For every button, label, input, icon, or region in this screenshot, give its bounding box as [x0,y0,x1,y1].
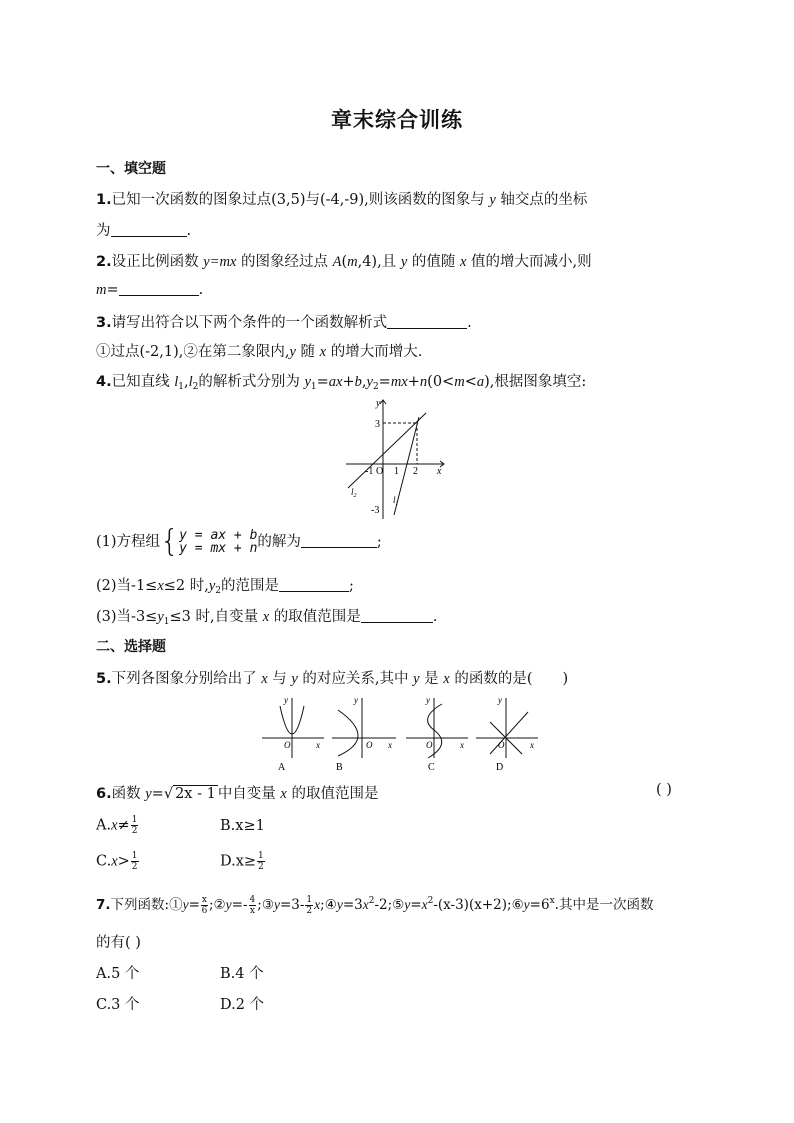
svg-text:O: O [366,740,373,750]
q6-answer-paren[interactable]: ( ) [656,782,672,798]
q7-option-b[interactable]: B.4 个 [220,966,264,982]
q4-line1: 4.已知直线 $l_1,l_2$的解析式分别为 $y_1=ax+b,y_2=mx+n(0<m<a)$,根据图象填空: [96,374,587,392]
q6-radicand: 2x - 1 [175,786,216,802]
q1-answer-blank[interactable] [111,222,187,237]
graph-label-b: B [336,762,343,773]
svg-text:O: O [284,740,291,750]
graph-d-line2 [490,712,528,754]
tick-1: 1 [394,466,399,477]
tick-neg1: -1 [365,466,374,477]
q5-number: 5. [96,671,112,687]
graph-y-label: y [376,398,381,409]
tick-2: 2 [413,466,418,477]
q1-line2: 为 . [96,223,192,239]
q4-part3: (3)当$-3\le y_1\le 3$ 时,自变量 x 的取值范围是 . [96,609,438,627]
q2-line2: m= . [96,282,204,298]
svg-text:y: y [498,695,502,705]
q7-line2: 的有( ) [96,935,141,951]
svg-text:x: x [388,740,392,750]
q3-line1: 3.请写出符合以下两个条件的一个函数解析式 . [96,315,472,331]
q4-part1: (1)方程组{ y = ax + b y = mx + n 的解为 ; [96,524,382,559]
q4-line-graph [340,395,450,520]
section-fill-in: 一、填空题 [96,161,166,177]
q3-line2: ①过点(-2,1),②在第二象限内,y 随 x 的增大而增大. [96,344,423,360]
label-l1: $l_1$ [393,495,399,507]
svg-text:O: O [498,740,505,750]
q7-number: 7. [96,897,111,913]
svg-text:y: y [284,695,288,705]
graph-label-c: C [428,762,435,773]
tick-3: 3 [375,419,380,430]
svg-text:x: x [460,740,464,750]
page-title: 章末综合训练 [331,108,463,132]
tick-neg3: -3 [371,505,380,516]
svg-text:x: x [530,740,534,750]
q4-part3-blank[interactable] [361,608,433,623]
q4-part2-blank[interactable] [279,577,349,592]
q5-line1: 5.下列各图象分别给出了 x 与 y 的对应关系,其中 y 是 x 的函数的是( ) [96,671,569,687]
svg-text:O: O [426,740,433,750]
q6-option-b[interactable]: B.x≥1 [220,818,265,834]
q4-number: 4. [96,374,112,390]
origin-label: O [376,466,384,477]
q3-answer-blank[interactable] [387,314,467,329]
q4-part2: (2)当-1≤x≤2 时$,y_2$的范围是 ; [96,578,354,596]
equation-system: y = ax + b y = mx + n [179,528,258,556]
svg-text:y: y [354,695,358,705]
q7-line1: 7.下列函数:①y= $\frac{x}{6}$ ;②y=- $\frac{4}{x}$ ;③y=3- $\frac{1}{2}$ $x;④y=3x^2-2;⑤y=x^2-(x-3)(x+2);⑥y=6^x$.其中是一次函数 [96,895,654,916]
svg-text:x: x [316,740,320,750]
graph-x-label: x [437,466,442,477]
q6-number: 6. [96,786,112,802]
system-brace: { [160,524,180,559]
q5-option-graphs [258,692,543,774]
q1-line1: 1.已知一次函数的图象过点(3,5)与(-4,-9),则该函数的图象与 y 轴交点的坐标 [96,192,588,208]
q7-option-d[interactable]: D.2 个 [220,997,265,1013]
q2-number: 2. [96,254,112,270]
q7-option-a[interactable]: A.5 个 [96,966,140,982]
q1-number: 1. [96,192,112,208]
q6-option-a[interactable]: A.x≠ $\frac{1}{2}$ [96,815,138,836]
svg-text:y: y [426,695,430,705]
q6-option-d[interactable]: D.x≥ $\frac{1}{2}$ [220,851,264,872]
q6-option-c[interactable]: C.x> $\frac{1}{2}$ [96,851,138,872]
graph-label-d: D [496,762,504,773]
q6-line1: 6.函数 y=√ 2x - 1 中自变量 x 的取值范围是 [96,786,379,802]
q4-part1-blank[interactable] [301,533,377,548]
q2-answer-blank[interactable] [119,281,199,296]
q3-number: 3. [96,315,112,331]
section-multiple-choice: 二、选择题 [96,639,166,655]
label-l2: $l_2$ [351,487,357,499]
graph-b-curve [338,710,358,756]
q2-line1: 2.设正比例函数 y=mx 的图象经过点 A(m,4),且 y 的值随 x 值的增大而减小,则 [96,254,592,270]
graph-label-a: A [278,762,286,773]
q7-option-c[interactable]: C.3 个 [96,997,140,1013]
